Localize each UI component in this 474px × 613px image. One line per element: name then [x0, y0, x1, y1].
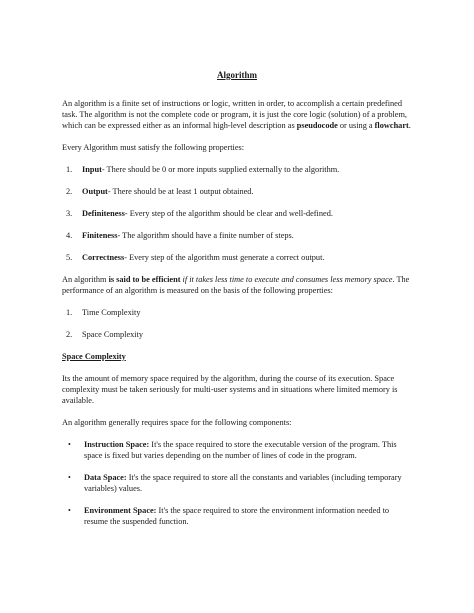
- space-description: Its the amount of memory space required by the algorithm, during the course of its execution. Space complexity must be taken seriously for multi-user systems and in situations where limited memory is available.: [62, 374, 398, 405]
- property-text: - Every step of the algorithm should be clear and well-defined.: [124, 209, 333, 218]
- item-number: 4.: [66, 231, 73, 240]
- list-item: [62, 208, 412, 219]
- component-term: Environment Space:: [84, 506, 157, 515]
- bullet-icon: •: [68, 473, 71, 482]
- intro-text-2: or using a: [337, 121, 375, 130]
- efficiency-text: An algorithm: [62, 275, 109, 284]
- property-term: Input: [82, 165, 102, 174]
- page-title: Algorithm: [217, 70, 257, 80]
- item-number: 2.: [66, 187, 73, 196]
- list-item: [62, 439, 412, 461]
- efficiency-text-2: . The performance of an algorithm is measured on the basis of the following properties:: [62, 275, 410, 295]
- complexity-text: Space Complexity: [82, 330, 144, 339]
- efficiency-bold: is said to be efficient: [108, 275, 181, 284]
- component-term: Data Space:: [84, 473, 127, 482]
- component-text: It's the space required to store all the constants and variables (including temporary variables) values.: [84, 473, 402, 493]
- intro-paragraph: [62, 98, 412, 131]
- list-item: [62, 230, 412, 241]
- section-heading: Space Complexity: [62, 352, 126, 361]
- component-term: Instruction Space:: [84, 440, 150, 449]
- item-number: 5.: [66, 253, 73, 262]
- property-text: - There should be 0 or more inputs supplied externally to the algorithm.: [101, 165, 340, 174]
- property-text: - The algorithm should have a finite number of steps.: [117, 231, 294, 240]
- list-item: [62, 307, 412, 318]
- flowchart-term: flowchart: [374, 121, 409, 130]
- property-term: Correctness: [82, 253, 125, 262]
- list-item: [62, 186, 412, 197]
- property-text: - Every step of the algorithm must generate a correct output.: [124, 253, 325, 262]
- efficiency-italic: if it takes less time to execute and consumes less memory space: [182, 275, 393, 284]
- bullet-icon: •: [68, 506, 71, 515]
- component-text: It's the space required to store the environment information needed to resume the suspended function.: [84, 506, 390, 526]
- intro-text-3: .: [408, 121, 411, 130]
- component-text: It's the space required to store the executable version of the program. This space is fixed but varies depending on the number of lines of code in the program.: [84, 440, 397, 460]
- pseudocode-term: pseudocode: [296, 121, 338, 130]
- list-item: [62, 252, 412, 263]
- intro-text: An algorithm is a finite set of instructions or logic, written in order, to accomplish a certain predefined task. The algorithm is not the complete code or program, it is just the core logic (solution) of a problem, which can be expressed either as an informal high-level description as: [62, 99, 408, 130]
- item-number: 3.: [66, 209, 73, 218]
- complexity-list: [62, 307, 412, 340]
- list-item: [62, 505, 412, 527]
- components-intro: An algorithm generally requires space for the following components:: [62, 418, 292, 427]
- list-item: [62, 164, 412, 175]
- properties-list: [62, 164, 412, 263]
- item-number: 2.: [66, 330, 73, 339]
- bullet-icon: •: [68, 440, 71, 449]
- property-term: Output: [82, 187, 108, 196]
- item-number: 1.: [66, 308, 73, 317]
- components-list: [62, 439, 412, 527]
- complexity-text: Time Complexity: [82, 308, 141, 317]
- property-text: - There should be at least 1 output obtained.: [107, 187, 254, 196]
- list-item: [62, 329, 412, 340]
- item-number: 1.: [66, 165, 73, 174]
- efficiency-paragraph: [62, 274, 412, 296]
- property-term: Finiteness: [82, 231, 118, 240]
- properties-intro: Every Algorithm must satisfy the following properties:: [62, 143, 245, 152]
- property-term: Definiteness: [82, 209, 125, 218]
- list-item: [62, 472, 412, 494]
